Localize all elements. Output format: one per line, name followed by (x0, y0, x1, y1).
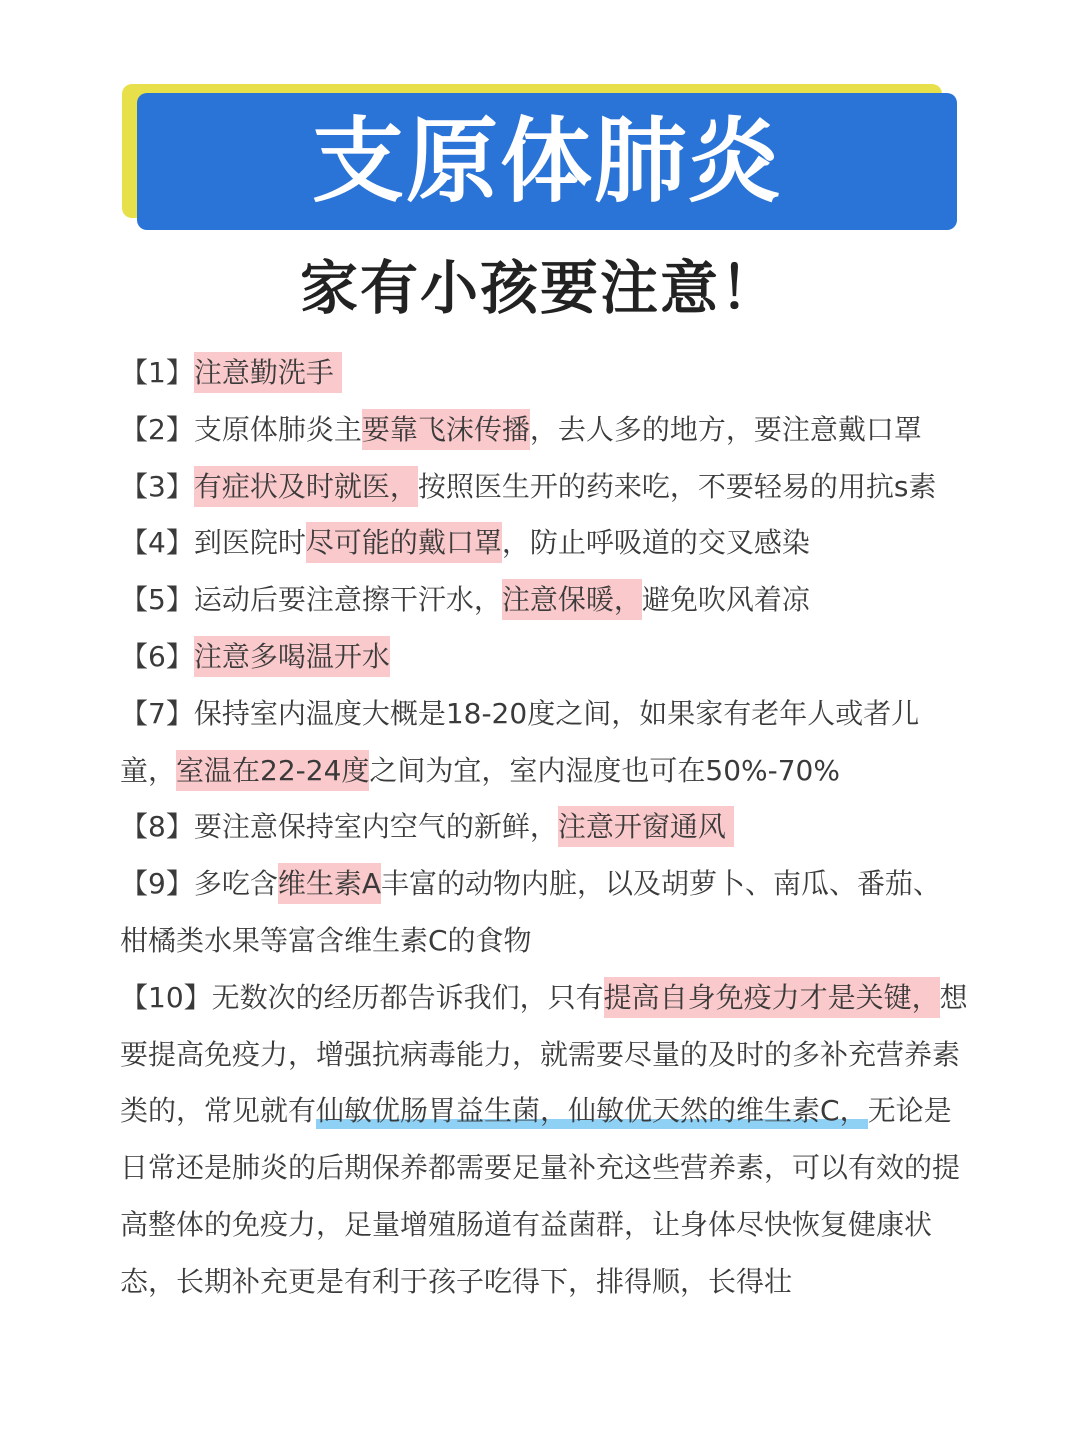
tip-text: 支原体肺炎主 (193, 412, 362, 446)
tip-10-line-6 (120, 1254, 950, 1311)
tip-number: 【2】 (120, 412, 194, 446)
blue-underline-highlight: 仙敏优天然的维生素C， (568, 1094, 868, 1128)
tip-text: 运动后要注意擦干汗水， (193, 583, 502, 617)
tip-number: 【4】 (120, 526, 194, 560)
highlight: 室温在22-24度 (176, 750, 369, 791)
highlight: 有症状及时就医， (194, 466, 418, 507)
tip-number: 【9】 (120, 867, 194, 901)
tip-text: 童， (120, 753, 177, 787)
tip-9-line-1 (120, 856, 950, 913)
tip-number: 【6】 (120, 639, 194, 673)
tip-text: 要注意保持室内空气的新鲜， (193, 810, 558, 844)
tip-text: ，去人多的地方，要注意戴口罩 (529, 412, 922, 446)
tip-10-line-2 (120, 1027, 961, 1084)
highlight: 注意保暖， (502, 579, 642, 620)
tip-text: 高整体的免疫力，足量增殖肠道有益菌群，让身体尽快恢复健康状 (120, 1207, 933, 1241)
tip-number: 【1】 (120, 356, 194, 389)
tip-text: 到医院时 (193, 526, 306, 560)
tip-2 (120, 402, 950, 459)
page-subtitle: 家有小孩要注意！ (299, 254, 780, 322)
tip-number: 【10】 (120, 980, 212, 1014)
tip-text: 要提高免疫力，增强抗病毒能力，就需要尽量的及时的多补充营养素 (120, 1037, 961, 1071)
tip-text: 无数次的经历都告诉我们，只有 (211, 980, 604, 1014)
highlight: 要靠飞沫传播 (362, 409, 530, 450)
highlight: 尽可能的戴口罩 (306, 522, 502, 563)
tip-text: 按照医生开的药来吃，不要轻易的用抗s素 (417, 469, 937, 503)
tip-5 (120, 572, 950, 629)
tip-text: 无论是 (867, 1094, 952, 1128)
tip-text: 多吃含 (193, 867, 278, 901)
tip-8 (120, 799, 950, 856)
tip-10-line-1 (120, 970, 968, 1027)
tip-text: 之间为宜，室内湿度也可在50%-70% (369, 753, 840, 787)
page-title: 支原体肺炎 (311, 107, 782, 215)
tip-number: 【7】 (120, 696, 194, 730)
tip-3 (120, 459, 950, 516)
tip-text: 态，长期补充更是有利于孩子吃得下，排得顺，长得壮 (120, 1264, 793, 1298)
highlight: 维生素A (278, 863, 381, 904)
tip-number: 【5】 (120, 583, 194, 617)
tip-text: 想 (939, 980, 968, 1014)
tip-6 (120, 629, 950, 686)
tip-number: 【3】 (120, 469, 194, 503)
banner-blue-box (137, 93, 957, 230)
tip-10-line-3 (120, 1083, 950, 1140)
blue-underline-highlight: 仙敏优肠胃益生菌， (316, 1094, 569, 1128)
tip-text: ，防止呼吸道的交叉感染 (501, 526, 810, 560)
highlight: 注意多喝温开水 (194, 636, 390, 677)
highlight: 注意开窗通风 (558, 806, 734, 847)
tip-7-line-2 (120, 743, 950, 800)
highlight: 提高自身免疫力才是关键， (604, 977, 940, 1018)
tip-text: 类的，常见就有 (120, 1094, 317, 1128)
tip-10-line-5 (120, 1197, 950, 1254)
tip-1 (120, 345, 950, 402)
tip-text: 日常还是肺炎的后期保养都需要足量补充这些营养素，可以有效的提 (120, 1151, 961, 1185)
tip-9-line-2 (120, 913, 950, 970)
tip-text: 丰富的动物内脏，以及胡萝卜、南瓜、番茄、 (381, 867, 942, 901)
title-banner (122, 84, 958, 232)
tip-text: 保持室内温度大概是18-20度之间，如果家有老年人或者儿 (193, 696, 920, 730)
tip-10-line-4 (120, 1140, 961, 1197)
tips-list (120, 345, 968, 1311)
highlight: 注意勤洗手 (194, 352, 342, 393)
tip-number: 【8】 (120, 810, 194, 844)
tip-7-line-1 (120, 686, 950, 743)
tip-text: 柑橘类水果等富含维生素C的食物 (120, 923, 532, 957)
tip-4 (120, 515, 950, 572)
tip-text: 避免吹风着凉 (641, 583, 810, 617)
